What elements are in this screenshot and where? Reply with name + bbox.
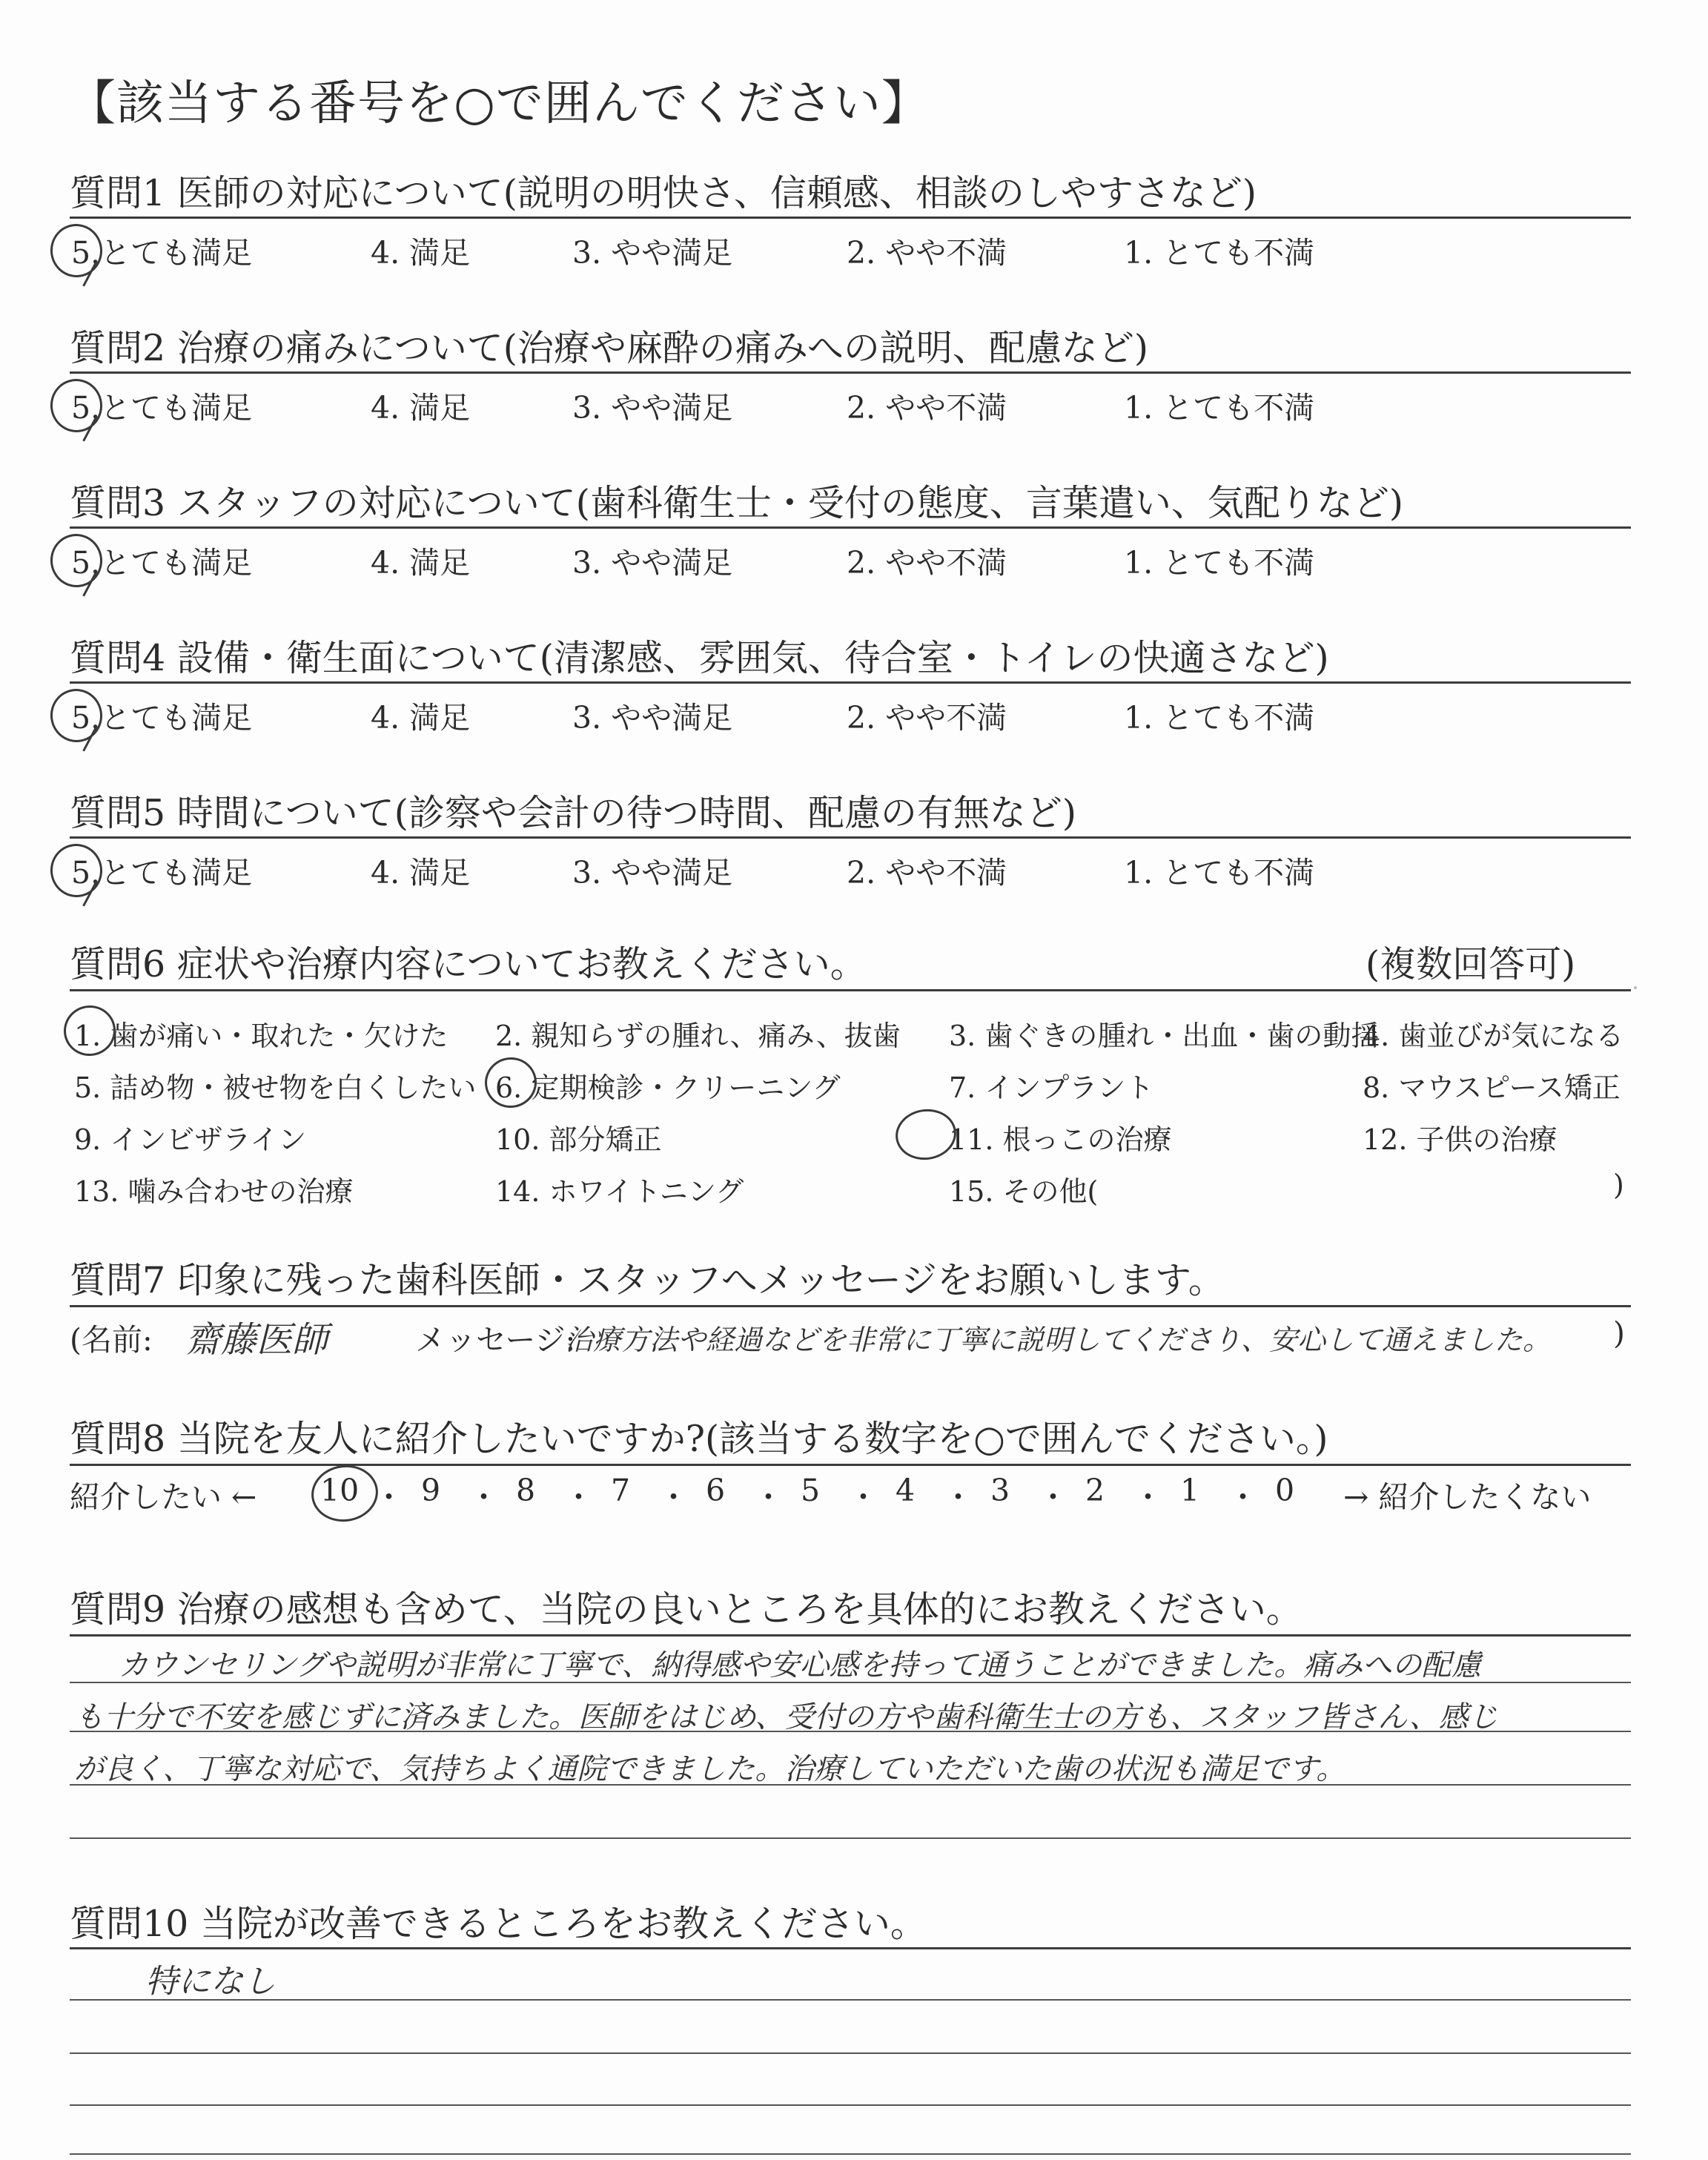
q3-option-2[interactable]: 2. やや不満 (847, 545, 1007, 581)
q5-option-3[interactable]: 3. やや満足 (572, 855, 733, 891)
q6-option-4[interactable]: 4. 歯並びが気になる (1363, 1020, 1624, 1052)
q2-option-5[interactable]: 5.とても満足 (71, 390, 253, 426)
q2-option-3[interactable]: 3. やや満足 (572, 390, 733, 426)
q5-option-2[interactable]: 2. やや不満 (847, 855, 1007, 891)
q2-option-1[interactable]: 1. とても不満 (1124, 390, 1315, 426)
q6-option-6[interactable]: 6. 定期検診・クリーニング (495, 1071, 841, 1104)
q7-title: 質問7 印象に残った歯科医師・スタッフへメッセージをお願いします。 (70, 1259, 1225, 1301)
q5-option-4[interactable]: 4. 満足 (371, 855, 471, 891)
q4-option-1[interactable]: 1. とても不満 (1124, 700, 1315, 736)
q2-option-4[interactable]: 4. 満足 (371, 390, 471, 426)
q8-scale-2[interactable]: 2 (1085, 1473, 1105, 1508)
q3-option-4[interactable]: 4. 満足 (371, 545, 471, 581)
q8-scale-separator: ・ (469, 1479, 499, 1515)
q7-message-label: メッセージ: (415, 1322, 576, 1358)
q8-scale-separator: ・ (658, 1479, 689, 1515)
q8-scale-separator: ・ (374, 1479, 404, 1515)
q7-rule (70, 1305, 1631, 1307)
q8-scale-separator: ・ (563, 1479, 594, 1515)
q8-scale-separator: ・ (1038, 1479, 1068, 1515)
q8-scale-6[interactable]: 6 (706, 1473, 726, 1508)
q6-option-9[interactable]: 9. インビザライン (74, 1123, 307, 1156)
q6-option-3[interactable]: 3. 歯ぐきの腫れ・出血・歯の動揺 (949, 1020, 1380, 1052)
q3-rule (70, 526, 1631, 529)
q6-option-11[interactable]: 11. 根っこの治療 (949, 1123, 1172, 1156)
q8-right-label: → 紹介したくない (1343, 1479, 1592, 1515)
q6-option-10[interactable]: 10. 部分矯正 (495, 1123, 662, 1156)
q6-option-8[interactable]: 8. マウスピース矯正 (1363, 1071, 1621, 1104)
q10-rule-1 (70, 1999, 1631, 2001)
q6-option-1[interactable]: 1. 歯が痛い・取れた・欠けた (74, 1020, 448, 1052)
q7-name-label: (名前: (70, 1322, 153, 1358)
q4-option-4[interactable]: 4. 満足 (371, 700, 471, 736)
q8-scale-10[interactable]: 10 (320, 1473, 360, 1508)
q7-name-value: 齋藤医師 (185, 1319, 328, 1361)
q8-scale-separator: ・ (1228, 1479, 1258, 1515)
q9-rule-4 (70, 1837, 1631, 1839)
q7-message-value: 治療方法や経過などを非常に丁寧に説明してくださり、安心して通えました。 (565, 1324, 1552, 1356)
q8-scale-1[interactable]: 1 (1180, 1473, 1200, 1508)
q10-rule-4 (70, 2153, 1631, 2155)
q8-scale-separator: ・ (848, 1479, 878, 1515)
q8-rule (70, 1464, 1631, 1466)
q8-scale-4[interactable]: 4 (896, 1473, 916, 1508)
q6-option-13[interactable]: 13. 噛み合わせの治療 (74, 1175, 354, 1208)
scan-speck (1634, 986, 1637, 989)
q6-rule (70, 989, 1631, 991)
q4-option-2[interactable]: 2. やや不満 (847, 700, 1007, 736)
q1-option-1[interactable]: 1. とても不満 (1124, 235, 1315, 271)
q9-title: 質問9 治療の感想も含めて、当院の良いところを具体的にお教えください。 (70, 1588, 1302, 1631)
q1-option-2[interactable]: 2. やや不満 (847, 235, 1007, 271)
q5-title: 質問5 時間について(診察や会計の待つ時間、配慮の有無など) (70, 792, 1077, 834)
q6-option-14[interactable]: 14. ホワイトニング (495, 1175, 744, 1208)
q8-title: 質問8 当院を友人に紹介したいですか?(該当する数字を○で囲んでください。) (70, 1418, 1328, 1460)
q8-scale-5[interactable]: 5 (801, 1473, 821, 1508)
q10-rule-3 (70, 2104, 1631, 2106)
q6-title: 質問6 症状や治療内容についてお教えください。 (70, 943, 867, 985)
q8-scale-separator: ・ (943, 1479, 973, 1515)
q8-scale-0[interactable]: 0 (1275, 1473, 1295, 1508)
q6-option-7[interactable]: 7. インプラント (949, 1071, 1154, 1104)
q5-option-5[interactable]: 5.とても満足 (71, 855, 253, 891)
q9-answer-line-3: が良く、丁寧な対応で、気持ちよく通院できました。治療していただいた歯の状況も満足です。 (74, 1752, 1346, 1786)
q10-rule-0 (70, 1947, 1631, 1949)
q1-rule (70, 217, 1631, 219)
q2-title: 質問2 治療の痛みについて(治療や麻酔の痛みへの説明、配慮など) (70, 327, 1149, 369)
q6-option-15[interactable]: 15. その他( (949, 1175, 1099, 1208)
q8-scale-separator: ・ (753, 1479, 784, 1515)
q3-option-3[interactable]: 3. やや満足 (572, 545, 733, 581)
q2-rule (70, 371, 1631, 374)
q3-option-1[interactable]: 1. とても不満 (1124, 545, 1315, 581)
q6-note: (複数回答可) (1366, 943, 1576, 985)
q3-option-5[interactable]: 5.とても満足 (71, 545, 253, 581)
q6-option-5[interactable]: 5. 詰め物・被せ物を白くしたい (74, 1071, 477, 1104)
q8-scale-3[interactable]: 3 (990, 1473, 1010, 1508)
q6-option-2[interactable]: 2. 親知らずの腫れ、痛み、抜歯 (495, 1020, 901, 1052)
q8-scale-8[interactable]: 8 (516, 1473, 536, 1508)
q4-option-3[interactable]: 3. やや満足 (572, 700, 733, 736)
q6-other-close-paren: ) (1613, 1169, 1624, 1201)
q4-rule (70, 681, 1631, 684)
q9-answer-line-1: カウンセリングや説明が非常に丁寧で、納得感や安心感を持って通うことができました。痛みへの配慮 (119, 1648, 1481, 1682)
q8-scale-separator: ・ (1133, 1479, 1163, 1515)
q6-option-12[interactable]: 12. 子供の治療 (1363, 1123, 1558, 1156)
q1-option-5[interactable]: 5.とても満足 (71, 235, 253, 271)
page-title: 【該当する番号を○で囲んでください】 (68, 76, 930, 131)
q4-option-5[interactable]: 5.とても満足 (71, 700, 253, 736)
q8-selection-circle (308, 1461, 382, 1526)
q10-answer: 特になし (145, 1963, 276, 2001)
q7-close-paren: ) (1613, 1315, 1625, 1351)
q5-option-1[interactable]: 1. とても不満 (1124, 855, 1315, 891)
q10-rule-2 (70, 2052, 1631, 2054)
q3-title: 質問3 スタッフの対応について(歯科衛生士・受付の態度、言葉遣い、気配りなど) (70, 482, 1404, 524)
q9-answer-line-2: も十分で不安を感じずに済みました。医師をはじめ、受付の方や歯科衛生士の方も、スタッフ皆さん、感じ (74, 1700, 1498, 1734)
q4-title: 質問4 設備・衛生面について(清潔感、雰囲気、待合室・トイレの快適さなど) (70, 637, 1329, 679)
q5-rule (70, 836, 1631, 839)
q10-title: 質問10 当院が改善できるところをお教えください。 (70, 1903, 927, 1945)
q8-scale-9[interactable]: 9 (421, 1473, 441, 1508)
q9-rule-0 (70, 1634, 1631, 1636)
q1-title: 質問1 医師の対応について(説明の明快さ、信頼感、相談のしやすさなど) (70, 172, 1257, 214)
q8-left-label: 紹介したい ← (70, 1479, 257, 1515)
q8-scale-7[interactable]: 7 (611, 1473, 631, 1508)
q2-option-2[interactable]: 2. やや不満 (847, 390, 1007, 426)
q1-option-3[interactable]: 3. やや満足 (572, 235, 733, 271)
q1-option-4[interactable]: 4. 満足 (371, 235, 471, 271)
